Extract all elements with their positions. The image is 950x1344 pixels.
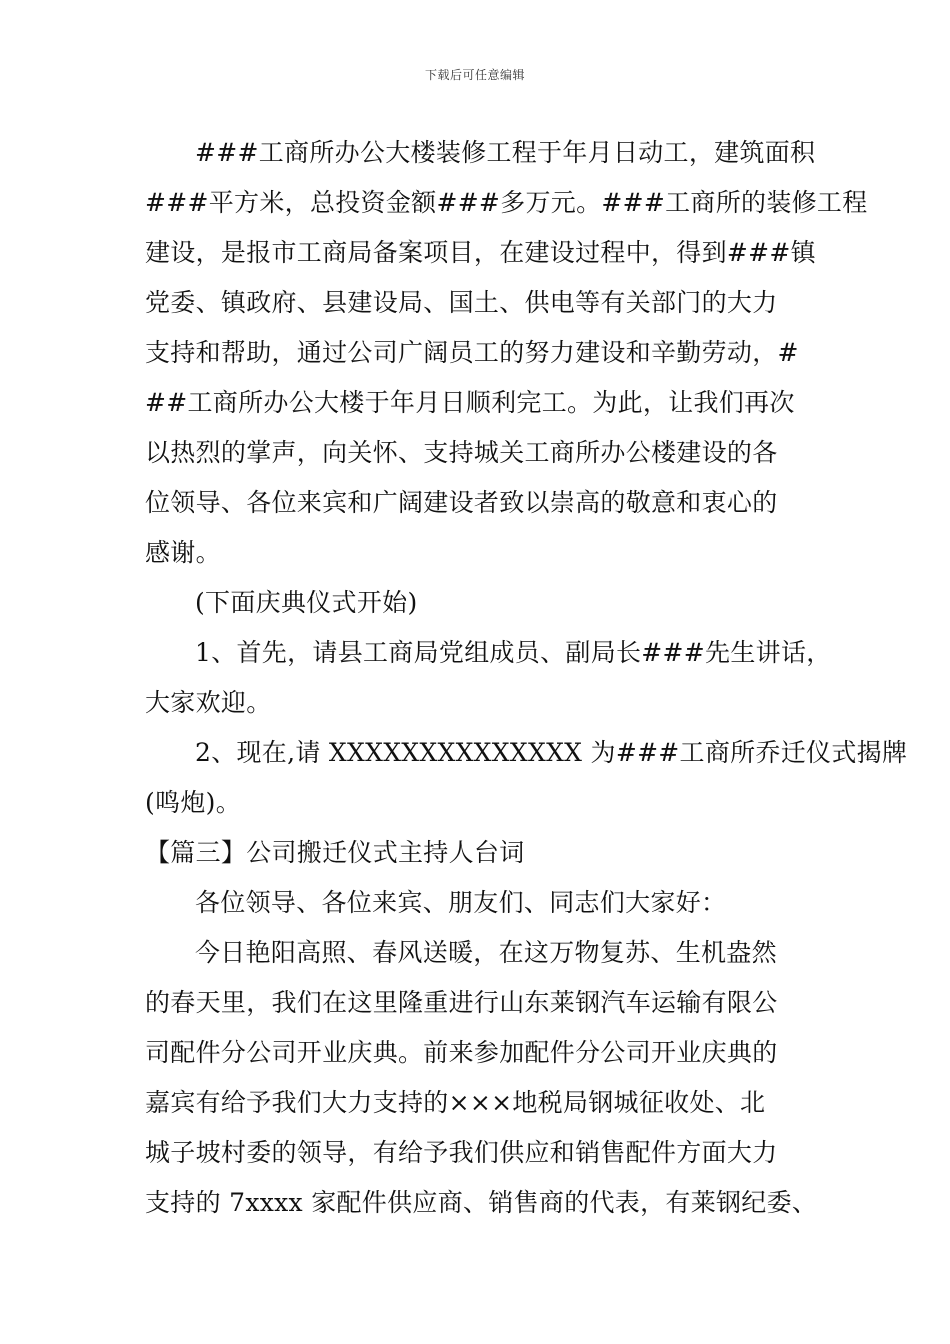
- text-line: 的春天里，我们在这里隆重进行山东莱钢汽车运输有限公: [145, 988, 778, 1017]
- text-line: (鸣炮)。: [145, 788, 242, 817]
- text-line: 1、首先，请县工商局党组成员、副局长###先生讲话，: [195, 638, 832, 667]
- greeting-line: 各位领导、各位来宾、朋友们、同志们大家好：: [195, 888, 727, 917]
- text-line: 建设，是报市工商局备案项目，在建设过程中，得到###镇: [145, 238, 816, 267]
- text-line: 感谢。: [145, 538, 221, 567]
- text-line: 党委、镇政府、县建设局、国土、供电等有关部门的大力: [145, 288, 778, 317]
- paragraph-item-2: [145, 728, 908, 828]
- text-line: (下面庆典仪式开始): [195, 588, 418, 617]
- paragraph-ceremony-start: [145, 578, 810, 628]
- text-line: 大家欢迎。: [145, 688, 272, 717]
- text-line: 支持的 7xxxx 家配件供应商、销售商的代表，有莱钢纪委、: [145, 1188, 818, 1217]
- text-line: 支持和帮助，通过公司广阔员工的努力建设和辛勤劳动，#: [145, 338, 799, 367]
- text-line: 位领导、各位来宾和广阔建设者致以崇高的敬意和衷心的: [145, 488, 778, 517]
- text-line: ##工商所办公大楼于年月日顺利完工。为此，让我们再次: [145, 388, 795, 417]
- text-line: 城子坡村委的领导，有给予我们供应和销售配件方面大力: [145, 1138, 778, 1167]
- text-line: 2、现在,请 XXXXXXXXXXXXXX 为###工商所乔迁仪式揭牌: [195, 738, 908, 767]
- text-line: 今日艳阳高照、春风送暖，在这万物复苏、生机盎然: [195, 938, 777, 967]
- paragraph-item-1: [145, 628, 832, 728]
- section-heading: 【篇三】公司搬迁仪式主持人台词: [145, 838, 525, 867]
- text-line: 嘉宾有给予我们大力支持的×××地税局钢城征收处、北: [145, 1088, 766, 1117]
- paragraph-renovation-intro: [145, 128, 868, 578]
- paragraph-opening-speech: [145, 928, 818, 1228]
- text-line: ###工商所办公大楼装修工程于年月日动工，建筑面积: [195, 138, 816, 167]
- text-line: ###平方米，总投资金额###多万元。###工商所的装修工程: [145, 188, 868, 217]
- text-line: 以热烈的掌声，向关怀、支持城关工商所办公楼建设的各: [145, 438, 778, 467]
- page-header-note: 下载后可任意编辑: [424, 68, 525, 82]
- text-line: 司配件分公司开业庆典。前来参加配件分公司开业庆典的: [145, 1038, 778, 1067]
- document-body: [145, 128, 908, 1228]
